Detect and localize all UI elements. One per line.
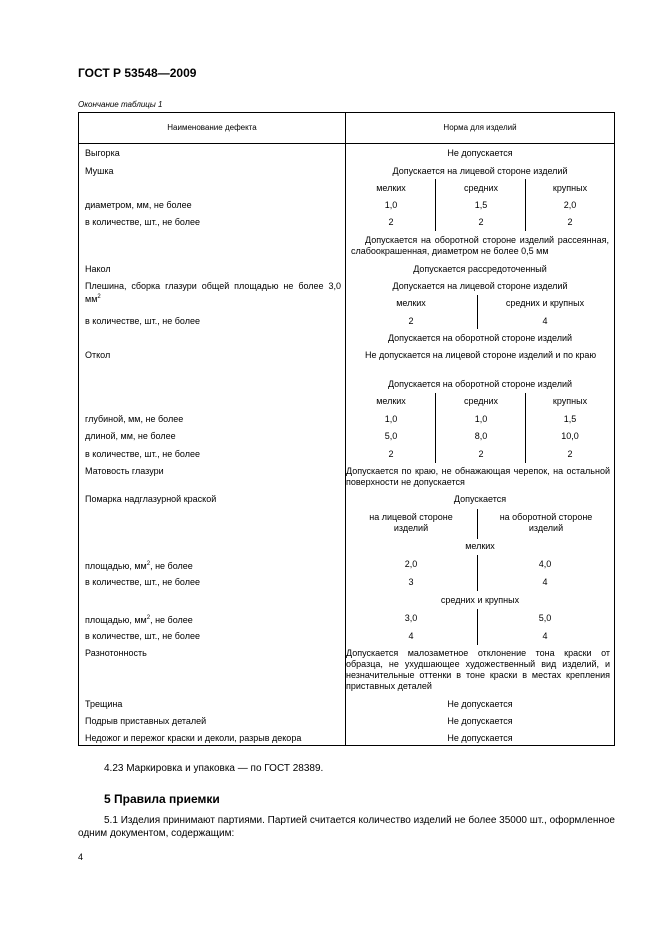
size-small: мелких: [376, 183, 406, 193]
diam-small: 1,0: [384, 200, 398, 210]
row-name-matovost: Матовость глазури: [85, 466, 164, 476]
qty3-medium: 2: [478, 449, 484, 459]
qty2-medium-large: 4: [542, 316, 548, 326]
subcol-divider: [477, 609, 478, 645]
norm-pleshina: Допускается на лицевой стороне изделий: [392, 281, 568, 291]
row-name-nakol: Накол: [85, 264, 111, 274]
page-number: 4: [78, 852, 84, 862]
paragraph-5-1: 5.1 Изделия принимают партиями. Партией считается количество изделий не более 35000 шт., оформленное одним документом, содержащим:: [78, 815, 615, 839]
qty3-large: 2: [567, 449, 573, 459]
length-large: 10,0: [561, 431, 579, 441]
length-medium: 8,0: [474, 431, 488, 441]
row-name-qty5: в количестве, шт., не более: [85, 631, 200, 641]
size-small-2: мелких: [396, 298, 426, 308]
row-name-length: длиной, мм, не более: [85, 431, 176, 441]
qty4-back: 4: [542, 577, 548, 587]
row-name-treshina: Трещина: [85, 699, 123, 709]
norm-pleshina-back: Допускается на оборотной стороне изделий: [387, 333, 573, 343]
row-name-pomarka: Помарка надглазурной краской: [85, 494, 217, 504]
depth-small: 1,0: [384, 414, 398, 424]
row-name-area1: площадью, $мм^2$, не более: [85, 561, 193, 571]
norm-mushka: Допускается на лицевой стороне изделий: [392, 166, 568, 176]
qty5-face: 4: [408, 631, 414, 641]
row-name-raznoton: Разнотонность: [85, 648, 147, 658]
row-name-qty2: в количестве, шт., не более: [85, 316, 200, 326]
norm-otkol-back: Допускается на оборотной стороне изделий: [387, 379, 573, 389]
paragraph-4-23: 4.23 Маркировка и упаковка — по ГОСТ 28389.: [104, 763, 324, 774]
size-small-3: мелких: [376, 396, 406, 406]
qty5-back: 4: [542, 631, 548, 641]
area1-back: 4,0: [538, 559, 552, 569]
table-caption: Окончание таблицы 1: [78, 100, 163, 109]
area2-face: 3,0: [404, 613, 418, 623]
pomarka-small: мелких: [465, 541, 495, 551]
size-medium: средних: [463, 183, 499, 193]
length-small: 5,0: [384, 431, 398, 441]
pomarka-face: на лицевой стороне изделий: [369, 512, 453, 533]
pomarka-medium-large: средних и крупных: [440, 595, 520, 605]
qty4-face: 3: [408, 577, 414, 587]
row-name-diam: диаметром, мм, не более: [85, 200, 192, 210]
size-medium-large-2: средних и крупных: [505, 298, 585, 308]
norm-pomarka: Допускается: [453, 494, 507, 504]
row-name-podryv: Подрыв приставных деталей: [85, 716, 207, 726]
row-name-nedozhog: Недожог и пережог краски и деколи, разрыв декора: [85, 733, 302, 743]
qty3-small: 2: [388, 449, 394, 459]
document-title: ГОСТ Р 53548—2009: [78, 66, 197, 80]
qty1-medium: 2: [478, 217, 484, 227]
subcol-divider: [477, 509, 478, 539]
diam-medium: 1,5: [474, 200, 488, 210]
row-name-mushka: Мушка: [85, 166, 114, 176]
row-name-qty1: в количестве, шт., не более: [85, 217, 200, 227]
depth-medium: 1,0: [474, 414, 488, 424]
row-name-depth: глубиной, мм, не более: [85, 414, 184, 424]
norm-otkol: Не допускается на лицевой стороне изделий и по краю: [365, 350, 597, 360]
row-name-pleshina: Плешина, сборка глазури общей площадью не более 3,0 $мм^2$: [85, 281, 341, 304]
subcol-divider: [477, 555, 478, 591]
norm-podryv: Не допускается: [447, 716, 513, 726]
norm-mushka-back: Допускается на оборотной стороне изделий рассеянная, слабоокрашенная, диаметром не более 0,5 мм: [351, 235, 609, 256]
header-norm: Норма для изделий: [443, 123, 517, 132]
row-name-otkol: Откол: [85, 350, 111, 360]
header-defect-name: Наименование дефекта: [167, 123, 257, 132]
qty2-small: 2: [408, 316, 414, 326]
norm-raznoton: Допускается малозаметное отклонение тона краски от образца, не ухудшающее художественный вид изделий, и незначительные оттенки в тоне краски в местах крепления приставных деталей: [346, 648, 610, 691]
defects-table: [78, 112, 615, 746]
row-name-qty3: в количестве, шт., не более: [85, 449, 200, 459]
row-name-area2: площадью, $мм^2$, не более: [85, 615, 193, 625]
size-large-3: крупных: [552, 396, 588, 406]
size-medium-3: средних: [463, 396, 499, 406]
size-large: крупных: [552, 183, 588, 193]
norm-matovost: Допускается по краю, не обнажающая черепок, на остальной поверхности не допускается: [346, 466, 610, 487]
norm-vygorka: Не допускается: [447, 148, 513, 158]
row-name-qty4: в количестве, шт., не более: [85, 577, 200, 587]
header-divider: [79, 143, 614, 144]
norm-nakol: Допускается рассредоточенный: [413, 264, 547, 274]
row-name-vygorka: Выгорка: [85, 148, 120, 158]
area1-face: 2,0: [404, 559, 418, 569]
section-heading: 5 Правила приемки: [104, 792, 220, 806]
qty1-small: 2: [388, 217, 394, 227]
norm-treshina: Не допускается: [447, 699, 513, 709]
qty1-large: 2: [567, 217, 573, 227]
depth-large: 1,5: [563, 414, 577, 424]
pomarka-back: на оборотной стороне изделий: [499, 512, 593, 533]
diam-large: 2,0: [563, 200, 577, 210]
norm-nedozhog: Не допускается: [447, 733, 513, 743]
area2-back: 5,0: [538, 613, 552, 623]
